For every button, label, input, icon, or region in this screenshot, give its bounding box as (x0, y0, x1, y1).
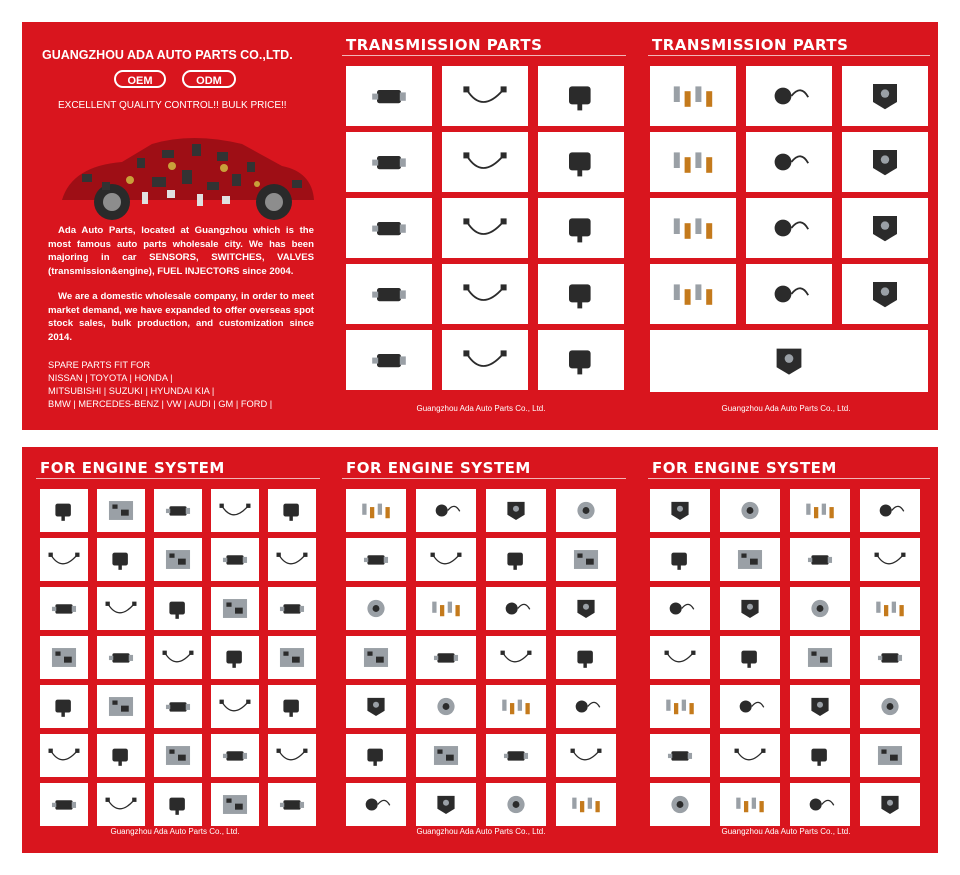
auto-part-image (790, 489, 850, 532)
product-photo-tile (650, 636, 710, 679)
auto-part-image (746, 66, 832, 126)
product-photo-tile (442, 264, 528, 324)
engine-system-column-2 (328, 447, 634, 853)
product-photo-tile (346, 198, 432, 258)
product-photo-tile (416, 636, 476, 679)
oem-badge: OEM (114, 70, 166, 88)
product-photo-tile (416, 734, 476, 777)
auto-part-image (268, 587, 316, 630)
auto-part-image (211, 587, 259, 630)
product-photo-tile (650, 783, 710, 826)
product-photo-tile (860, 685, 920, 728)
product-photo-tile (842, 66, 928, 126)
product-photo-tile (154, 685, 202, 728)
odm-badge: ODM (182, 70, 236, 88)
product-photo-tile (720, 587, 780, 630)
transmission-parts-column-1 (328, 22, 634, 430)
product-photo-tile (720, 734, 780, 777)
section-title: TRANSMISSION PARTS (652, 36, 849, 54)
product-photo-tile (842, 198, 928, 258)
auto-part-image (538, 66, 624, 126)
auto-part-image (97, 538, 145, 581)
product-photo-tile (860, 734, 920, 777)
product-photo-tile (556, 783, 616, 826)
auto-part-image (746, 132, 832, 192)
auto-part-image (346, 734, 406, 777)
auto-part-image (40, 538, 88, 581)
product-photo-tile (720, 783, 780, 826)
auto-part-image (97, 685, 145, 728)
auto-part-image (650, 264, 736, 324)
product-photo-tile (650, 685, 710, 728)
product-photo-tile (40, 587, 88, 630)
product-photo-tile (442, 198, 528, 258)
product-photo-tile (538, 132, 624, 192)
product-photo-tile (860, 587, 920, 630)
auto-part-image (268, 734, 316, 777)
product-photo-tile (842, 132, 928, 192)
auto-part-image (211, 636, 259, 679)
product-photo-tile (790, 636, 850, 679)
auto-part-image (556, 538, 616, 581)
auto-part-image (650, 330, 928, 392)
page-footer: Guangzhou Ada Auto Parts Co., Ltd. (416, 827, 546, 836)
auto-part-image (556, 489, 616, 532)
product-photo-tile (268, 587, 316, 630)
product-photo-tile (556, 685, 616, 728)
product-photo-tile (416, 489, 476, 532)
product-photo-tile (860, 783, 920, 826)
auto-part-image (346, 330, 432, 390)
auto-part-image (538, 264, 624, 324)
product-photo-tile (154, 587, 202, 630)
product-photo-tile (40, 783, 88, 826)
auto-part-image (268, 489, 316, 532)
product-photo-tile (211, 783, 259, 826)
product-photo-tile (416, 538, 476, 581)
auto-part-image (486, 636, 546, 679)
product-photo-tile (538, 330, 624, 390)
auto-part-image (40, 685, 88, 728)
auto-part-image (346, 198, 432, 258)
auto-part-image (442, 330, 528, 390)
auto-part-image (211, 685, 259, 728)
section-title: FOR ENGINE SYSTEM (40, 459, 225, 477)
product-photo-tile (268, 538, 316, 581)
product-photo-tile (416, 685, 476, 728)
product-photo-tile (346, 587, 406, 630)
engine-system-column-1 (22, 447, 328, 853)
product-photo-tile (486, 489, 546, 532)
auto-part-image (40, 636, 88, 679)
product-photo-tile (556, 538, 616, 581)
auto-part-image (154, 636, 202, 679)
auto-part-image (790, 783, 850, 826)
product-photo-tile (97, 685, 145, 728)
auto-part-image (790, 734, 850, 777)
product-photo-tile (211, 587, 259, 630)
company-name: GUANGZHOU ADA AUTO PARTS CO.,LTD. (42, 48, 293, 62)
product-photo-tile (211, 489, 259, 532)
auto-part-image (650, 685, 710, 728)
auto-part-image (538, 330, 624, 390)
transmission-parts-column-2 (634, 22, 938, 430)
product-photo-tile (650, 734, 710, 777)
auto-part-image (97, 587, 145, 630)
product-photo-tile (556, 489, 616, 532)
auto-part-image (650, 783, 710, 826)
auto-part-image (442, 264, 528, 324)
auto-part-image (650, 132, 736, 192)
product-photo-tile (346, 538, 406, 581)
auto-part-image (720, 489, 780, 532)
product-photo-tile (650, 587, 710, 630)
auto-part-image (650, 636, 710, 679)
auto-part-image (211, 538, 259, 581)
auto-part-image (268, 685, 316, 728)
product-photo-tile (154, 636, 202, 679)
auto-part-image (650, 489, 710, 532)
product-photo-tile (556, 636, 616, 679)
bottom-brochure-panel (22, 447, 938, 853)
product-photo-tile (97, 783, 145, 826)
auto-part-image (842, 132, 928, 192)
product-photo-tile (416, 783, 476, 826)
auto-part-image (650, 66, 736, 126)
product-photo-tile (842, 264, 928, 324)
fit-heading: SPARE PARTS FIT FOR (48, 360, 151, 370)
auto-part-image (346, 132, 432, 192)
auto-part-image (860, 587, 920, 630)
auto-part-image (40, 783, 88, 826)
auto-part-image (346, 264, 432, 324)
title-underline (36, 478, 320, 479)
product-photo-tile (790, 587, 850, 630)
product-photo-tile (790, 685, 850, 728)
product-photo-tile (650, 264, 736, 324)
product-photo-tile (346, 734, 406, 777)
auto-part-image (790, 685, 850, 728)
product-photo-tile (746, 66, 832, 126)
product-photo-tile (97, 538, 145, 581)
product-photo-tile (346, 783, 406, 826)
auto-part-image (790, 636, 850, 679)
product-photo-tile (211, 685, 259, 728)
product-photo-tile (556, 587, 616, 630)
auto-part-image (211, 783, 259, 826)
product-photo-tile (40, 734, 88, 777)
auto-part-image (486, 489, 546, 532)
product-photo-tile (746, 198, 832, 258)
auto-part-image (442, 132, 528, 192)
title-underline (648, 55, 930, 56)
product-photo-tile (720, 636, 780, 679)
product-photo-tile (650, 198, 736, 258)
auto-part-image (211, 734, 259, 777)
auto-part-image (40, 587, 88, 630)
product-photo-tile (790, 734, 850, 777)
auto-part-image (346, 66, 432, 126)
auto-part-image (154, 783, 202, 826)
product-photo-tile (486, 587, 546, 630)
auto-part-image (486, 587, 546, 630)
product-photo-tile (650, 538, 710, 581)
auto-part-image (720, 685, 780, 728)
fit-brands-line: BMW | MERCEDES-BENZ | VW | AUDI | GM | FORD | (48, 399, 273, 409)
product-photo-tile (790, 783, 850, 826)
product-photo-tile (746, 264, 832, 324)
product-photo-tile (97, 489, 145, 532)
title-underline (342, 478, 626, 479)
product-photo-tile (486, 734, 546, 777)
auto-part-image (538, 132, 624, 192)
product-photo-tile (154, 489, 202, 532)
product-photo-tile (442, 330, 528, 390)
product-photo-tile (211, 538, 259, 581)
product-photo-tile (416, 587, 476, 630)
product-photo-tile (40, 685, 88, 728)
car-parts-collage-illustration (42, 122, 322, 222)
auto-part-image (486, 783, 546, 826)
auto-part-image (346, 783, 406, 826)
product-photo-tile (154, 734, 202, 777)
product-photo-tile (790, 538, 850, 581)
product-photo-tile (556, 734, 616, 777)
auto-part-image (442, 198, 528, 258)
auto-part-image (720, 734, 780, 777)
product-photo-tile (154, 783, 202, 826)
auto-part-image (650, 587, 710, 630)
auto-part-image (556, 783, 616, 826)
product-photo-tile (860, 489, 920, 532)
auto-part-image (538, 198, 624, 258)
product-photo-tile (650, 330, 928, 392)
product-photo-tile (720, 685, 780, 728)
page-footer: Guangzhou Ada Auto Parts Co., Ltd. (721, 404, 851, 413)
product-photo-tile (650, 489, 710, 532)
page-footer: Guangzhou Ada Auto Parts Co., Ltd. (416, 404, 546, 413)
auto-part-image (416, 783, 476, 826)
product-photo-tile (97, 587, 145, 630)
product-photo-tile (860, 636, 920, 679)
product-photo-tile (538, 66, 624, 126)
auto-part-image (154, 489, 202, 532)
auto-part-image (346, 538, 406, 581)
auto-part-image (268, 538, 316, 581)
auto-part-image (486, 685, 546, 728)
product-photo-tile (268, 783, 316, 826)
product-photo-tile (486, 783, 546, 826)
product-photo-tile (40, 538, 88, 581)
product-photo-tile (720, 538, 780, 581)
auto-part-image (842, 264, 928, 324)
product-photo-tile (346, 66, 432, 126)
fit-brands-line: NISSAN | TOYOTA | HONDA | (48, 373, 173, 383)
product-photo-tile (97, 734, 145, 777)
product-photo-tile (40, 636, 88, 679)
product-photo-tile (538, 198, 624, 258)
title-underline (342, 55, 626, 56)
product-photo-tile (346, 132, 432, 192)
product-photo-tile (650, 66, 736, 126)
auto-part-image (860, 734, 920, 777)
product-photo-tile (486, 538, 546, 581)
product-photo-tile (211, 636, 259, 679)
auto-part-image (486, 734, 546, 777)
auto-part-image (211, 489, 259, 532)
section-title: TRANSMISSION PARTS (346, 36, 543, 54)
auto-part-image (416, 636, 476, 679)
fit-brands-line: MITSUBISHI | SUZUKI | HYUNDAI KIA | (48, 386, 215, 396)
company-description: Ada Auto Parts, located at Guangzhou which is the most famous auto parts wholesale city. We has been majoring in car SENSORS, SWITCHES, VALVES (transmission&engine), FUEL INJECTORS since 2004. (48, 225, 314, 277)
product-photo-tile (97, 636, 145, 679)
auto-part-image (154, 734, 202, 777)
auto-part-image (790, 587, 850, 630)
top-brochure-panel (22, 22, 938, 430)
auto-part-image (790, 538, 850, 581)
auto-part-image (860, 489, 920, 532)
product-photo-tile (486, 685, 546, 728)
tagline: EXCELLENT QUALITY CONTROL!! BULK PRICE!! (58, 100, 287, 111)
auto-part-image (346, 636, 406, 679)
auto-part-image (860, 685, 920, 728)
auto-part-image (416, 538, 476, 581)
auto-part-image (842, 66, 928, 126)
auto-part-image (860, 636, 920, 679)
product-photo-tile (650, 132, 736, 192)
product-photo-tile (486, 636, 546, 679)
auto-part-image (268, 783, 316, 826)
auto-part-image (486, 538, 546, 581)
auto-part-image (97, 636, 145, 679)
title-underline (648, 478, 930, 479)
product-photo-tile (211, 734, 259, 777)
product-photo-tile (40, 489, 88, 532)
auto-part-image (556, 734, 616, 777)
product-photo-tile (268, 636, 316, 679)
engine-system-column-3 (634, 447, 938, 853)
auto-part-image (416, 685, 476, 728)
auto-part-image (746, 198, 832, 258)
auto-part-image (746, 264, 832, 324)
product-photo-tile (346, 330, 432, 390)
auto-part-image (556, 685, 616, 728)
auto-part-image (842, 198, 928, 258)
auto-part-image (720, 538, 780, 581)
product-photo-tile (860, 538, 920, 581)
product-photo-tile (346, 636, 406, 679)
company-expansion: We are a domestic wholesale company, in order to meet market demand, we have expanded to offer overseas spot stock sales, bulk production, and customization since 2014. (48, 291, 314, 343)
auto-part-image (720, 587, 780, 630)
auto-part-image (346, 489, 406, 532)
auto-part-image (346, 685, 406, 728)
auto-part-image (40, 734, 88, 777)
page-footer: Guangzhou Ada Auto Parts Co., Ltd. (721, 827, 851, 836)
auto-part-image (720, 783, 780, 826)
auto-part-image (650, 198, 736, 258)
auto-part-image (650, 734, 710, 777)
product-photo-tile (268, 685, 316, 728)
auto-part-image (97, 489, 145, 532)
auto-part-image (556, 587, 616, 630)
intro-column (22, 22, 328, 430)
product-photo-tile (268, 489, 316, 532)
product-photo-tile (538, 264, 624, 324)
product-photo-tile (746, 132, 832, 192)
section-title: FOR ENGINE SYSTEM (652, 459, 837, 477)
product-photo-tile (268, 734, 316, 777)
auto-part-image (416, 587, 476, 630)
product-photo-tile (346, 489, 406, 532)
auto-part-image (720, 636, 780, 679)
auto-part-image (154, 587, 202, 630)
auto-part-image (442, 66, 528, 126)
auto-part-image (40, 489, 88, 532)
product-photo-tile (442, 66, 528, 126)
auto-part-image (650, 538, 710, 581)
auto-part-image (346, 587, 406, 630)
auto-part-image (97, 783, 145, 826)
product-photo-tile (346, 264, 432, 324)
product-photo-tile (790, 489, 850, 532)
auto-part-image (860, 783, 920, 826)
page-footer: Guangzhou Ada Auto Parts Co., Ltd. (110, 827, 240, 836)
auto-part-image (154, 685, 202, 728)
product-photo-tile (442, 132, 528, 192)
auto-part-image (416, 489, 476, 532)
auto-part-image (416, 734, 476, 777)
auto-part-image (556, 636, 616, 679)
auto-part-image (268, 636, 316, 679)
product-photo-tile (154, 538, 202, 581)
product-photo-tile (346, 685, 406, 728)
product-photo-tile (720, 489, 780, 532)
section-title: FOR ENGINE SYSTEM (346, 459, 531, 477)
auto-part-image (860, 538, 920, 581)
auto-part-image (97, 734, 145, 777)
auto-part-image (154, 538, 202, 581)
